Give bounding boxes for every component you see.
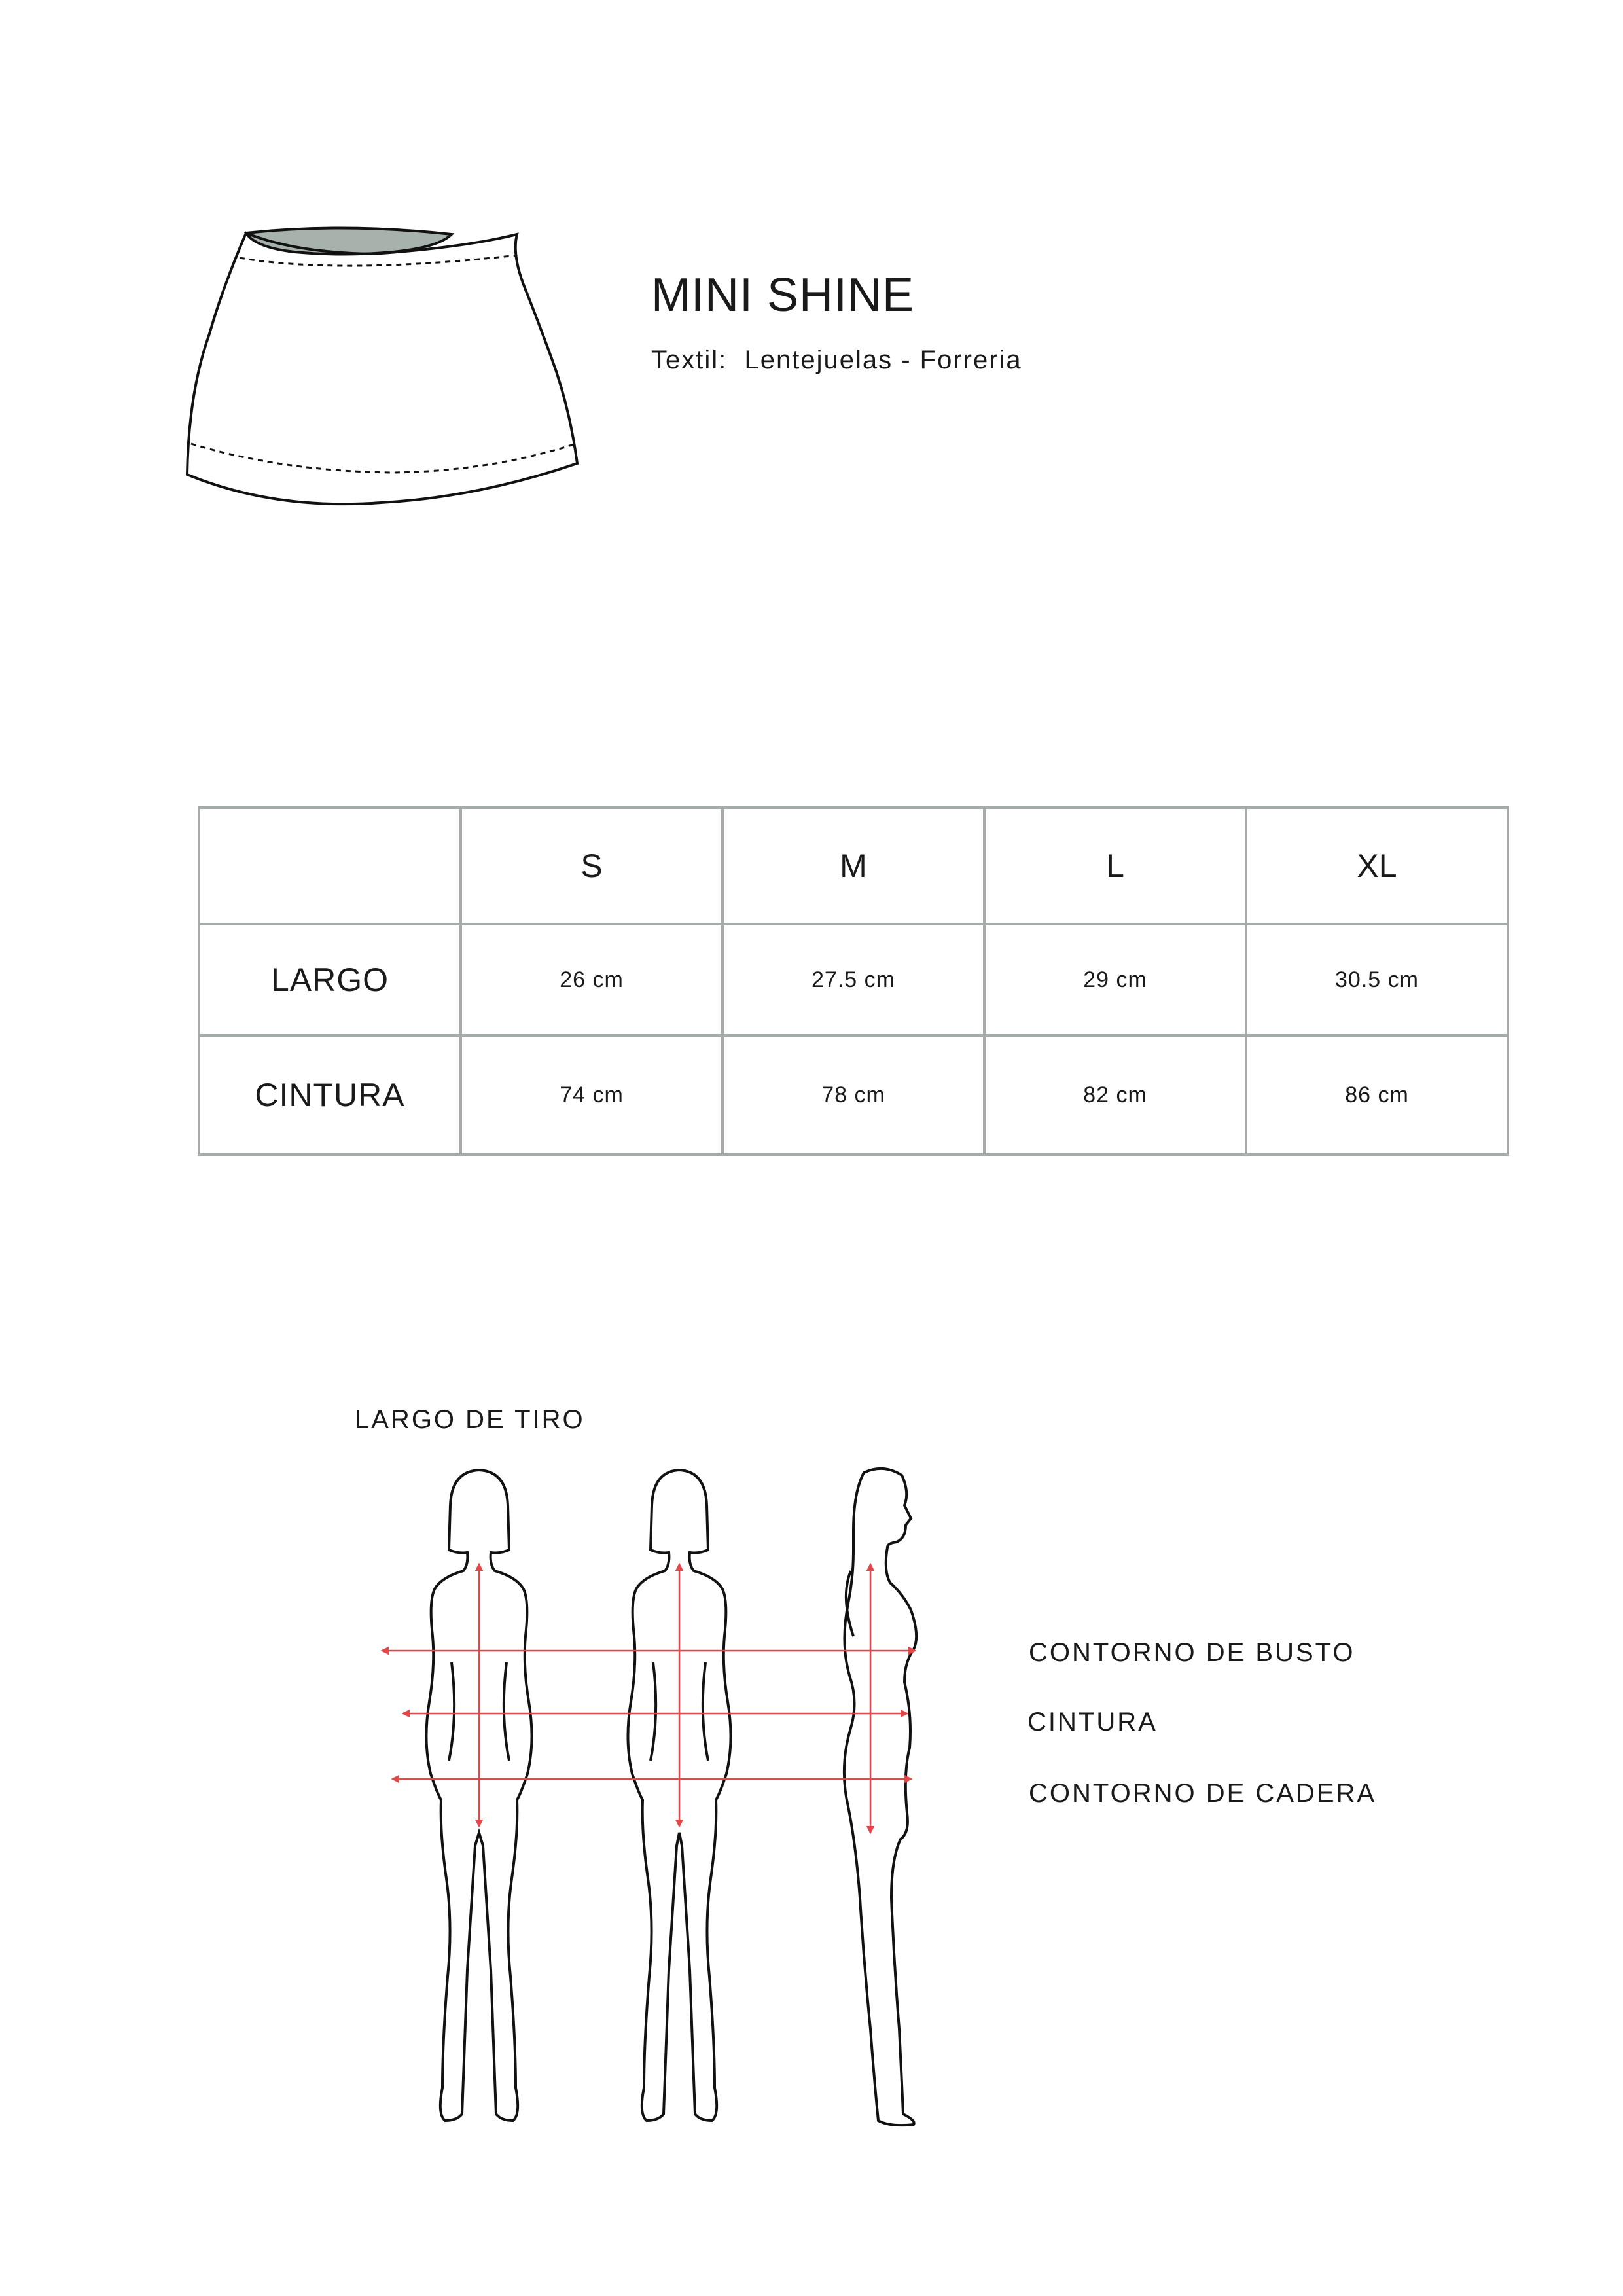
header-size-xl: XL	[1246, 808, 1508, 924]
label-contorno-de-cadera: CONTORNO DE CADERA	[1029, 1779, 1377, 1808]
cell-largo-xl: 30.5 cm	[1246, 924, 1508, 1035]
label-cintura: CINTURA	[1027, 1708, 1158, 1736]
header-corner	[199, 808, 461, 924]
cell-cintura-l: 82 cm	[984, 1035, 1246, 1155]
cell-largo-m: 27.5 cm	[722, 924, 984, 1035]
skirt-outline	[187, 233, 577, 504]
cell-largo-s: 26 cm	[461, 924, 722, 1035]
figure-side-view	[844, 1469, 916, 2125]
fabric-label: Textil:	[651, 346, 728, 374]
product-title: MINI SHINE	[651, 269, 915, 321]
header-size-s: S	[461, 808, 722, 924]
body-measurement-figures	[366, 1466, 955, 2173]
cell-largo-l: 29 cm	[984, 924, 1246, 1035]
table-row	[199, 924, 1508, 1035]
header-size-m: M	[722, 808, 984, 924]
product-fabric	[651, 346, 1022, 375]
row-label-largo: LARGO	[199, 924, 461, 1035]
label-contorno-de-busto: CONTORNO DE BUSTO	[1029, 1638, 1355, 1667]
cell-cintura-xl: 86 cm	[1246, 1035, 1508, 1155]
row-label-cintura: CINTURA	[199, 1035, 461, 1155]
cell-cintura-s: 74 cm	[461, 1035, 722, 1155]
hem-stitching	[191, 444, 576, 473]
size-table	[198, 806, 1509, 1156]
label-largo-de-tiro: LARGO DE TIRO	[355, 1405, 585, 1434]
waist-stitching	[240, 255, 517, 266]
table-header-row	[199, 808, 1508, 924]
table-row	[199, 1035, 1508, 1155]
skirt-technical-drawing	[177, 216, 596, 524]
header-size-l: L	[984, 808, 1246, 924]
measurement-lines	[382, 1564, 915, 1833]
cell-cintura-m: 78 cm	[722, 1035, 984, 1155]
fabric-value: Lentejuelas - Forreria	[744, 346, 1022, 374]
